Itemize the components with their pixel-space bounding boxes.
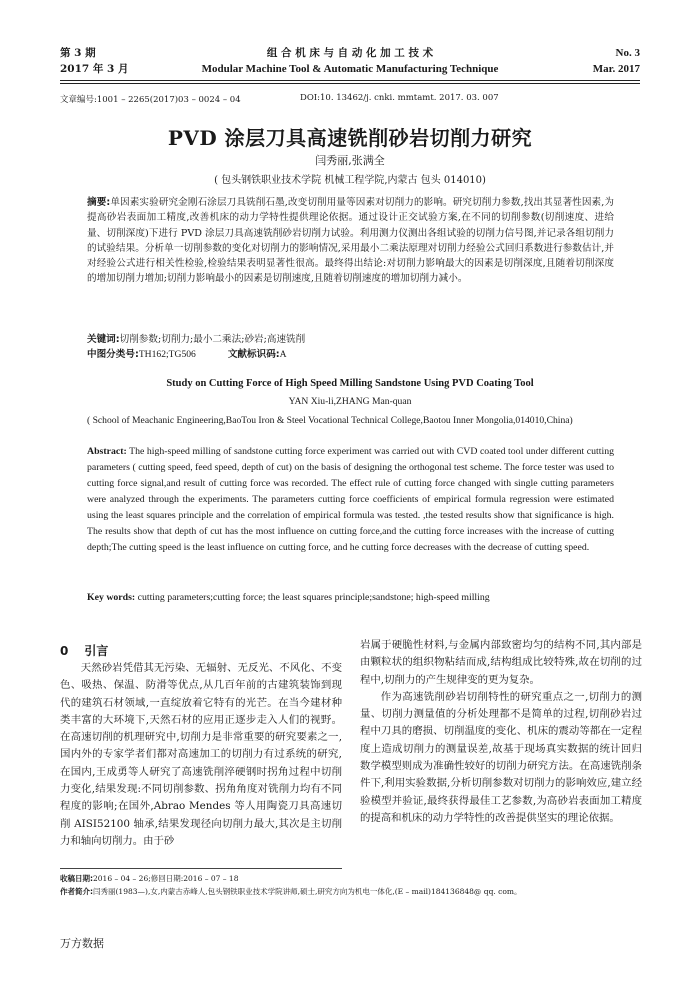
authors-en: YAN Xiu-li,ZHANG Man-quan (288, 396, 412, 407)
abstract-en-label: Abstract: (87, 446, 127, 457)
issue-en: No. 3 (615, 47, 640, 59)
classification (87, 347, 614, 362)
header-center (150, 45, 550, 77)
keywords-cn-text: 切削参数;切削力;最小二乘法;砂岩;高速铣削 (119, 334, 306, 345)
english-title: Study on Cutting Force of High Speed Milling Sandstone Using PVD Coating Tool (166, 378, 534, 389)
keywords-en-text: cutting parameters;cutting force; the least squares principle;sandstone; high-speed milling (135, 592, 490, 603)
paragraph: 天然砂岩凭借其无污染、无辐射、无反光、不风化、不变色、吸热、保温、防滑等优点,从几百年前的古建筑装饰到现代的建筑石材领域,一直绽放着它特有的光芒。在当今建材种类丰富的大环境下,天然石材的应用正逐步走入人们的视野。在高速切削的机理研究中,切削力是非常重要的研究要素之一,国内外的专家学者们都对高速加工的切削力有过系统的研究,在国内,王成勇等人研究了高速铣削淬硬钢时拐角过程中切削力变化,结果发现:不同切削参数、拐角角度对铣削力均有不同程度的影响;在国外,Abrao Mendes 等人用陶瓷刀具高速切削 AISI52100 轴承,结果发现径向切削力最大,其次是主切削力和轴向切削力。由于砂 (60, 662, 342, 847)
journal-name-en: Modular Machine Tool & Automatic Manufacturing Technique (201, 63, 499, 75)
doc-value: A (279, 349, 287, 360)
date-en: Mar. 2017 (592, 63, 640, 75)
paragraph: 岩属于硬脆性材料,与金属内部致密均匀的结构不同,其内部是由颗粒状的组织物粘结而成,结构组成比较特殊,故在切削的过程中,切削力的产生规律变的更为复杂。 (360, 639, 642, 686)
section-title: 引言 (84, 644, 109, 658)
issue-cn: 第 3 期 (60, 47, 96, 59)
watermark: 万方数据 (60, 937, 104, 950)
doi: DOI:10. 13462/j. cnki. mmtamt. 2017. 03. 007 (300, 93, 499, 103)
doc-label: 文献标识码: (227, 349, 280, 360)
abstract-cn-text: 单因素实验研究金刚石涂层刀具铣削石墨,改变切削用量等因素对切削力的影响。研究切削力参数,找出其显著性因素,为提高砂岩表面加工精度,改善机床的动力学特性提供理论依据。通过设计正交试验方案,在不同的切削参数(切削速度、进给量、切削深度)下进行 PVD 涂层刀具高速铣削砂岩切削力试验。利用测力仪测出各组试验的切削力信号图,并记录各组切削力的试验结果。分析单一切削参数的变化对切削力的影响情况,采用最小二乘法原理对切削力经验公式回归系数进行参数估计,并对经验公式进行相关性检验,检验结果表明显著性很高。最终得出结论:对切削力影响最大的因素是切削深度,且随着切削深度的增加切削力增加;切削力影响最小的因素是切削速度,且随着切削速度的增加切削力减小。 (87, 197, 614, 285)
keywords-en (87, 590, 614, 606)
keywords-cn-label: 关键词: (87, 334, 120, 345)
article-number: 文章编号:1001 – 2265(2017)03 – 0024 – 04 (60, 95, 241, 105)
footnote-author (60, 886, 660, 897)
received-dates: 2016 – 04 – 26;修回日期:2016 – 07 – 18 (93, 874, 239, 883)
authors-cn: 闫秀丽,张满全 (315, 154, 385, 167)
author-bio-text: 闫秀丽(1983—),女,内蒙古赤峰人,包头钢铁职业技术学院讲师,硕士,研究方向为机电一体化,(E – mail)184136848@ qq. com。 (93, 887, 522, 896)
date-cn: 2017 年 3 月 (60, 63, 129, 75)
clc-label: 中图分类号: (87, 349, 139, 360)
affiliation-cn: ( 包头钢铁职业技术学院 机械工程学院,内蒙古 包头 014010) (214, 175, 486, 186)
abstract-en (87, 444, 614, 556)
section-heading (60, 642, 108, 659)
body-column-left (60, 660, 342, 850)
header-rule-top (60, 80, 640, 81)
body-column-right (360, 637, 642, 827)
footnote-dates (60, 873, 660, 884)
received-label: 收稿日期: (60, 874, 93, 883)
section-number: 0 (60, 644, 69, 658)
paragraph: 作为高速铣削砂岩切削特性的研究重点之一,切削力的测量、切削力测量值的分析处理都不是简单的过程,切削砂岩过程中刀具的磨损、切削温度的变化、机床的震动等都在一定程度上造成切削力的测量误差,故基于现场真实数据的统计回归数学模型则成为准确性较好的切削力研究方法。在高速铣削条件下,利用实验数据,分析切削参数对切削力的影响效应,建立经验模型并验证,最终获得最佳工艺参数,为高砂岩表面加工精度的提高和机床的动力学特性的改善提供坚实的理论依据。 (360, 690, 642, 824)
header-right (593, 45, 640, 77)
affiliation-en: ( School of Meachanic Engineering,BaoTou Iron & Steel Vocational Technical College,Baotou Inner Mongolia,014010,China) (87, 415, 573, 426)
paper-title: PVD 涂层刀具高速铣削砂岩切削力研究 (167, 126, 533, 150)
header-left (60, 45, 129, 77)
author-bio-label: 作者简介: (60, 887, 93, 896)
header-rule-bottom (60, 83, 640, 84)
abstract-cn (87, 195, 614, 287)
abstract-en-text: The high-speed milling of sandstone cutting force experiment was carried out with CVD coated tool under different cutting parameters ( cutting speed, feed speed, depth of cut) on the basis of designing the orthogonal test scheme. The force tester was used to cutting force signal,and result of cutting force was recorded. The effect rule of cutting force changed with single cutting parameters were analyzed through the experiments. The parameters cutting force coefficients of empirical formula regression were estimated using the least squares principle and the correlation of empirical formula was tested. ,the tested results show that significance is high. The results show that depth of cut has the most influence on cutting force,and the cutting force increases with the increase of cutting depth;The cutting speed is the least influence on cutting force, and he cutting force decreases with the decrease of cutting speed. (87, 446, 614, 553)
keywords-cn (87, 332, 614, 347)
footnote-rule (60, 868, 342, 869)
clc-value: TH162;TG506 (138, 349, 196, 360)
keywords-en-label: Key words: (87, 592, 136, 603)
journal-name-cn: 组 合 机 床 与 自 动 化 加 工 技 术 (266, 47, 434, 59)
abstract-cn-label: 摘要: (87, 197, 111, 208)
